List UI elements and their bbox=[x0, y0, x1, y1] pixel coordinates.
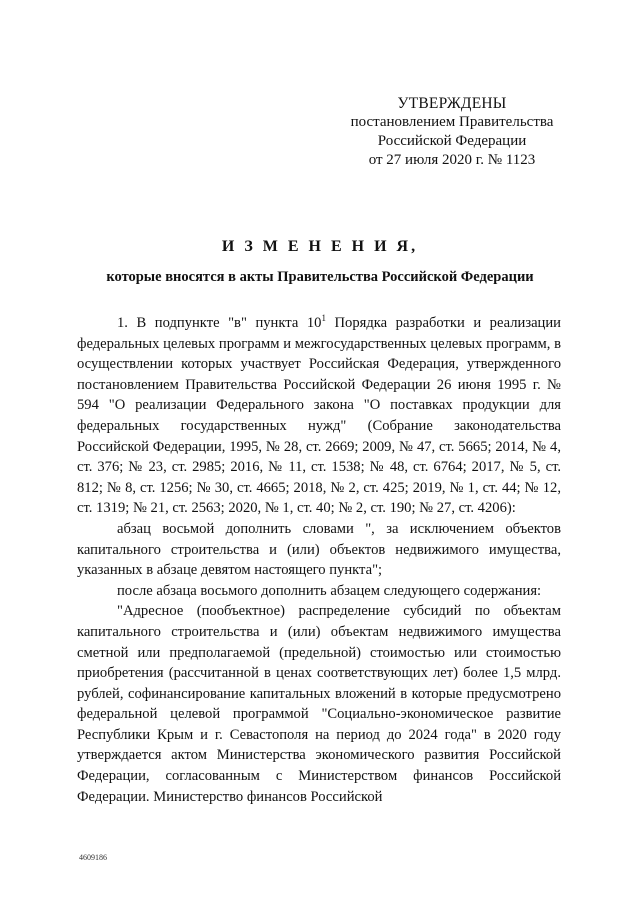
paragraph-2: абзац восьмой дополнить словами ", за исключением объектов капитального строительства и (или) объектов недвижимого имущества, указанных в абзаце девятом настоящего пункта"; bbox=[77, 520, 561, 579]
superscript-index: 1 bbox=[321, 313, 326, 323]
approval-line-1: постановлением Правительства bbox=[350, 114, 554, 130]
approval-line-2: Российской Федерации bbox=[377, 133, 527, 149]
approval-block bbox=[344, 94, 560, 170]
document-subtitle: которые вносятся в акты Правительства Российской Федерации bbox=[106, 269, 534, 285]
approval-line-3: от 27 июля 2020 г. № 1123 bbox=[368, 152, 536, 168]
paragraph-4: "Адресное (пообъектное) распределение субсидий по объектам капитального строительства и (или) объектам недвижимого имущества сметной или предполагаемой (предельной) стоимостью или стоимостью приобретения (рассчитанной в ценах соответствующих лет) более 1,5 млрд. рублей, софинансирование капитальных вложений в которые предусмотрено федеральной целевой программой "Социально-экономическое развитие Республики Крым и г. Севастополя на период до 2024 года" в 2020 году утверждается актом Министерства экономического развития Российской Федерации, согласованным с Министерством финансов Российской Федерации. Министерство финансов Российской bbox=[77, 603, 561, 805]
approval-title: УТВЕРЖДЕНЫ bbox=[397, 95, 507, 112]
paragraph-1-start: 1. В подпункте "в" пункта 10 bbox=[117, 315, 322, 331]
document-title: И З М Е Н Е Н И Я, bbox=[221, 238, 419, 255]
paragraph-1-rest: Порядка разработки и реализации федеральных целевых программ и межгосударственных целевых программ, в осуществлении которых участвует Российская Федерация, утвержденного постановлением Правительства Российской Федерации 26 июня 1995 г. № 594 "О реализации Федерального закона "О поставках продукции для федеральных государственных нужд" (Собрание законодательства Российской Федерации, 1995, № 28, ст. 2669; 2009, № 47, ст. 5665; 2014, № 4, ст. 376; № 23, ст. 2985; 2016, № 11, ст. 1538; № 48, ст. 6764; 2017, № 5, ст. 812; № 8, ст. 1256; № 30, ст. 4665; 2018, № 2, ст. 425; 2019, № 1, ст. 44; № 12, ст. 1319; № 21, ст. 2563; 2020, № 1, ст. 40; № 2, ст. 190; № 27, ст. 4206): bbox=[77, 315, 561, 517]
paragraph-1 bbox=[77, 313, 561, 519]
document-code: 4609186 bbox=[79, 853, 107, 862]
paragraph-3: после абзаца восьмого дополнить абзацем следующего содержания: bbox=[117, 582, 542, 599]
document-body bbox=[77, 313, 561, 807]
